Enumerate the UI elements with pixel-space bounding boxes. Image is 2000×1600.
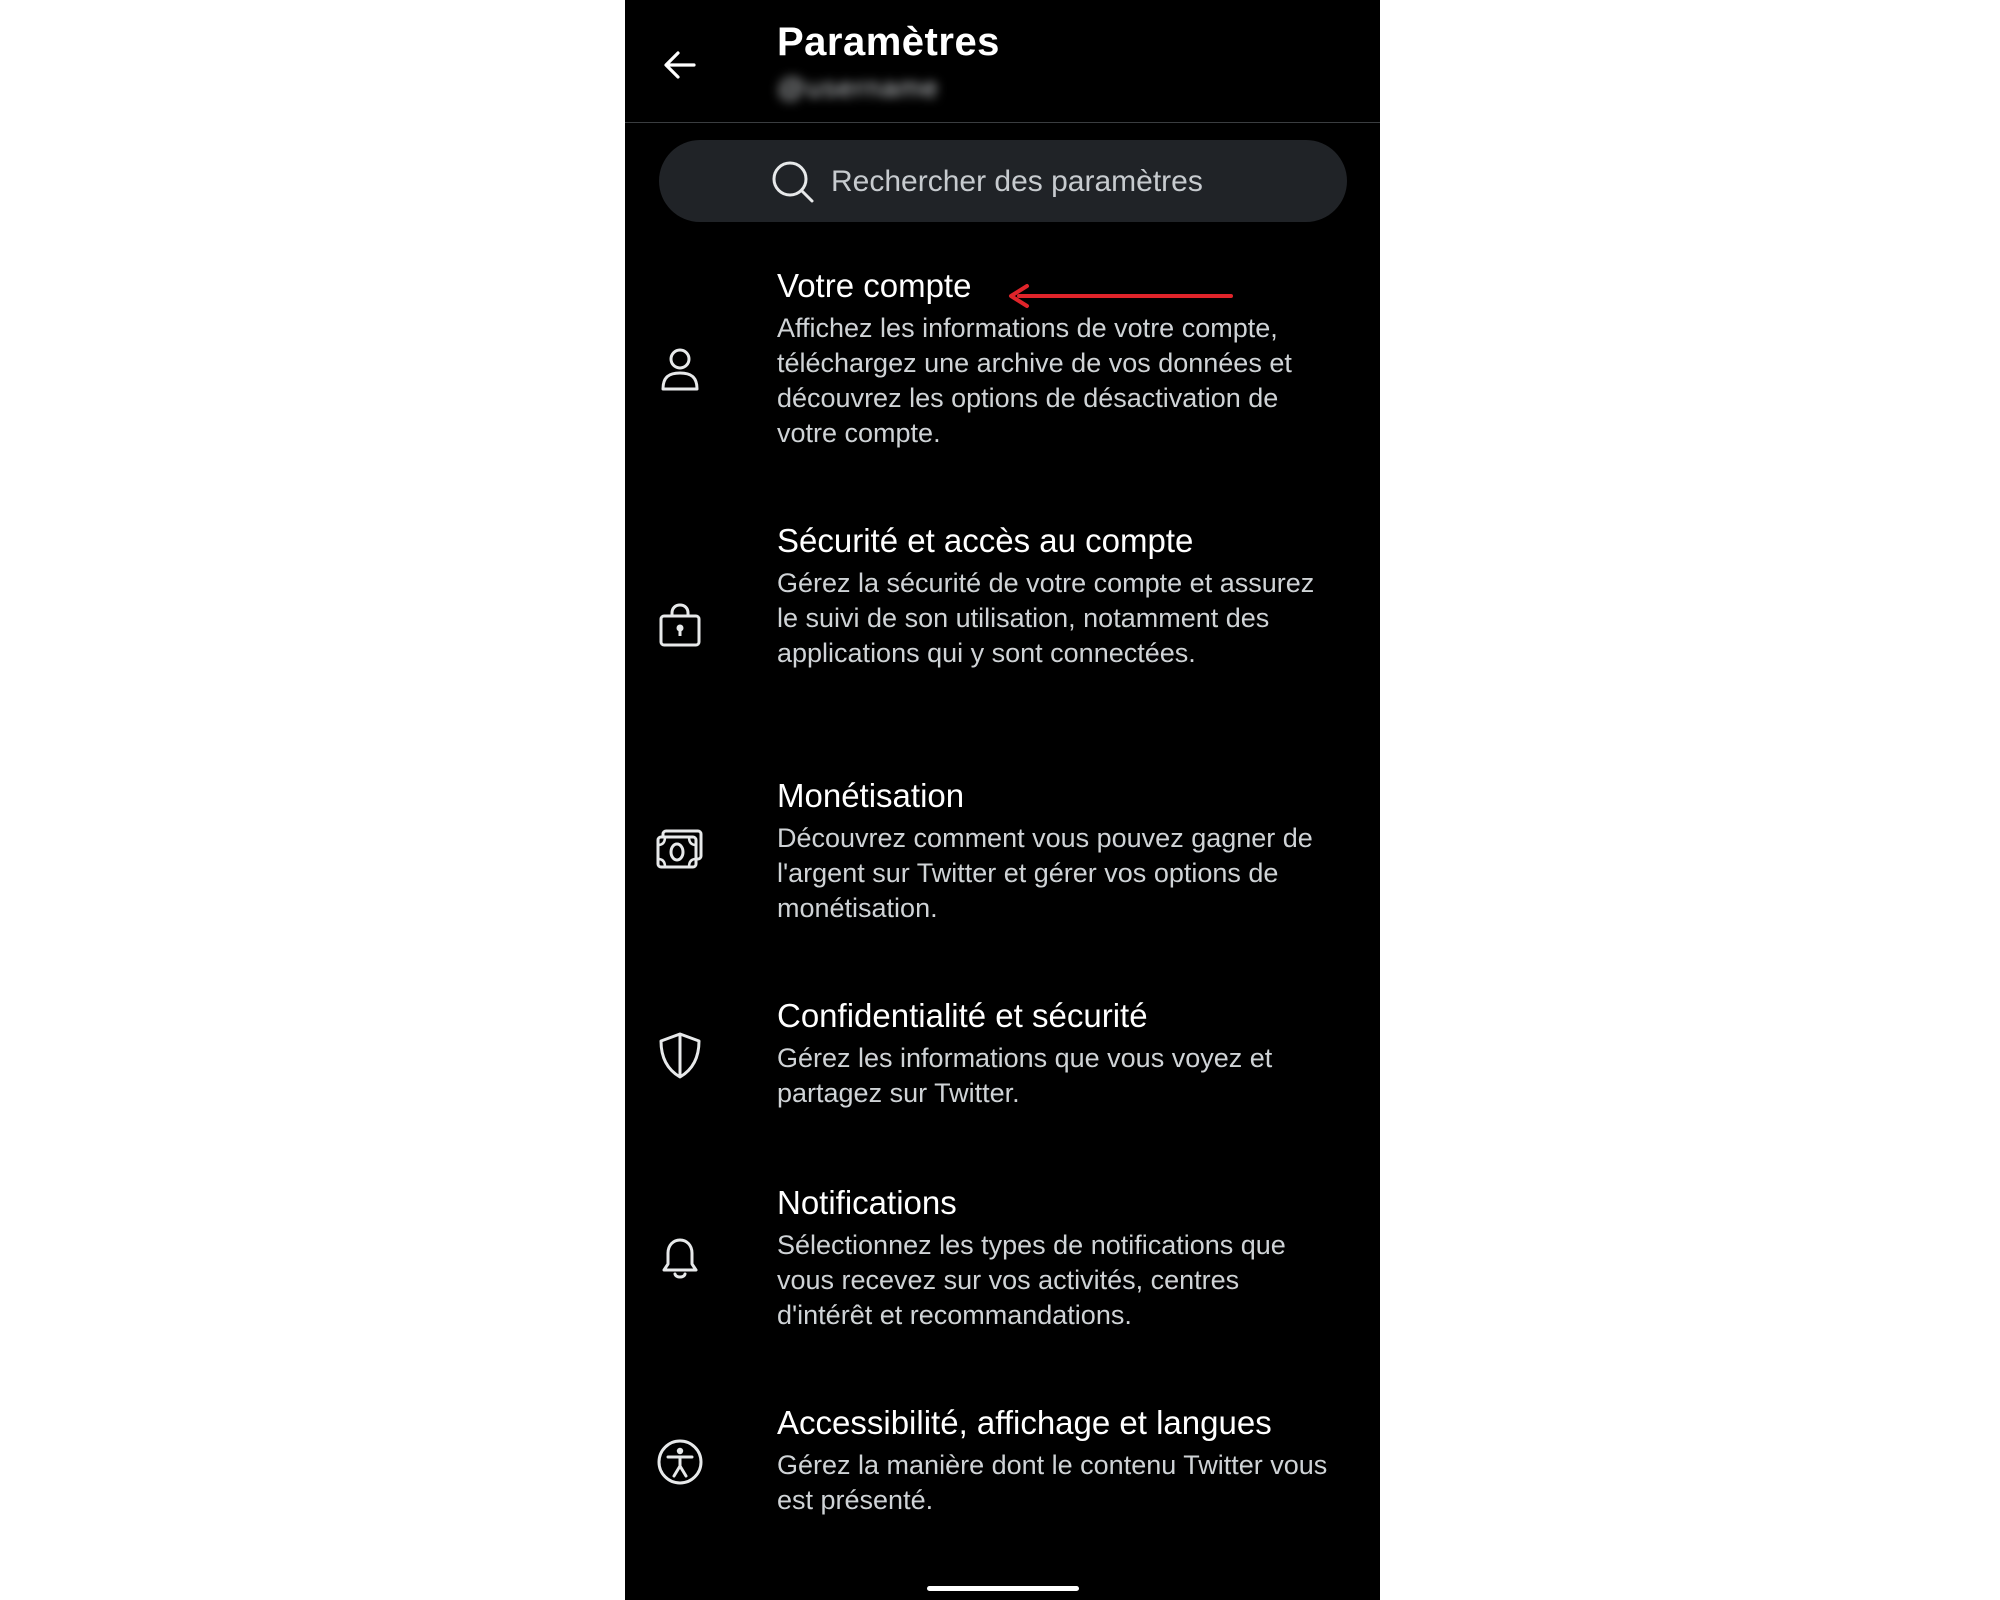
shield-icon <box>655 1030 705 1080</box>
settings-item-label: Notifications <box>777 1184 957 1221</box>
settings-item-accessibility[interactable] <box>625 1402 1380 1592</box>
settings-item-notifications[interactable] <box>625 1182 1380 1402</box>
settings-item-description: Découvrez comment vous pouvez gagner de l'argent sur Twitter et gérer vos options de monétisation. <box>777 823 1313 923</box>
settings-item-label: Sécurité et accès au compte <box>777 522 1194 559</box>
settings-item-monetization[interactable] <box>625 775 1380 995</box>
annotation-arrow <box>1005 282 1235 310</box>
account-handle: @username <box>777 72 939 103</box>
lock-icon <box>655 600 705 650</box>
settings-screen <box>625 0 1380 1600</box>
search-bar[interactable] <box>659 140 1347 222</box>
settings-item-your-account[interactable] <box>625 265 1380 520</box>
settings-item-description: Gérez les informations que vous voyez et partagez sur Twitter. <box>777 1043 1273 1108</box>
settings-item-label: Monétisation <box>777 777 965 814</box>
settings-item-label: Confidentialité et sécurité <box>777 997 1148 1034</box>
settings-item-security-access[interactable] <box>625 520 1380 775</box>
settings-list <box>625 265 1380 1592</box>
app-header <box>625 0 1380 123</box>
accessibility-icon <box>655 1437 705 1487</box>
settings-item-label: Accessibilité, affichage et langues <box>777 1404 1272 1441</box>
settings-item-description: Affichez les informations de votre compte, téléchargez une archive de vos données et découvrez les options de désactivation de votre compte. <box>777 313 1292 448</box>
search-input[interactable] <box>829 155 1313 209</box>
back-button[interactable] <box>655 40 705 90</box>
search-icon <box>771 160 815 204</box>
home-indicator[interactable] <box>927 1586 1079 1591</box>
bell-icon <box>655 1232 705 1282</box>
settings-item-label: Votre compte <box>777 267 972 304</box>
settings-item-privacy-safety[interactable] <box>625 995 1380 1182</box>
arrow-left-icon <box>660 45 700 85</box>
settings-item-description: Sélectionnez les types de notifications que vous recevez sur vos activités, centres d'intérêt et recommandations. <box>777 1230 1286 1330</box>
page-title: Paramètres <box>777 20 1000 64</box>
settings-item-description: Gérez la sécurité de votre compte et assurez le suivi de son utilisation, notamment des applications qui y sont connectées. <box>777 568 1315 668</box>
settings-item-description: Gérez la manière dont le contenu Twitter vous est présenté. <box>777 1450 1328 1515</box>
money-icon <box>655 825 705 875</box>
user-icon <box>655 345 705 395</box>
